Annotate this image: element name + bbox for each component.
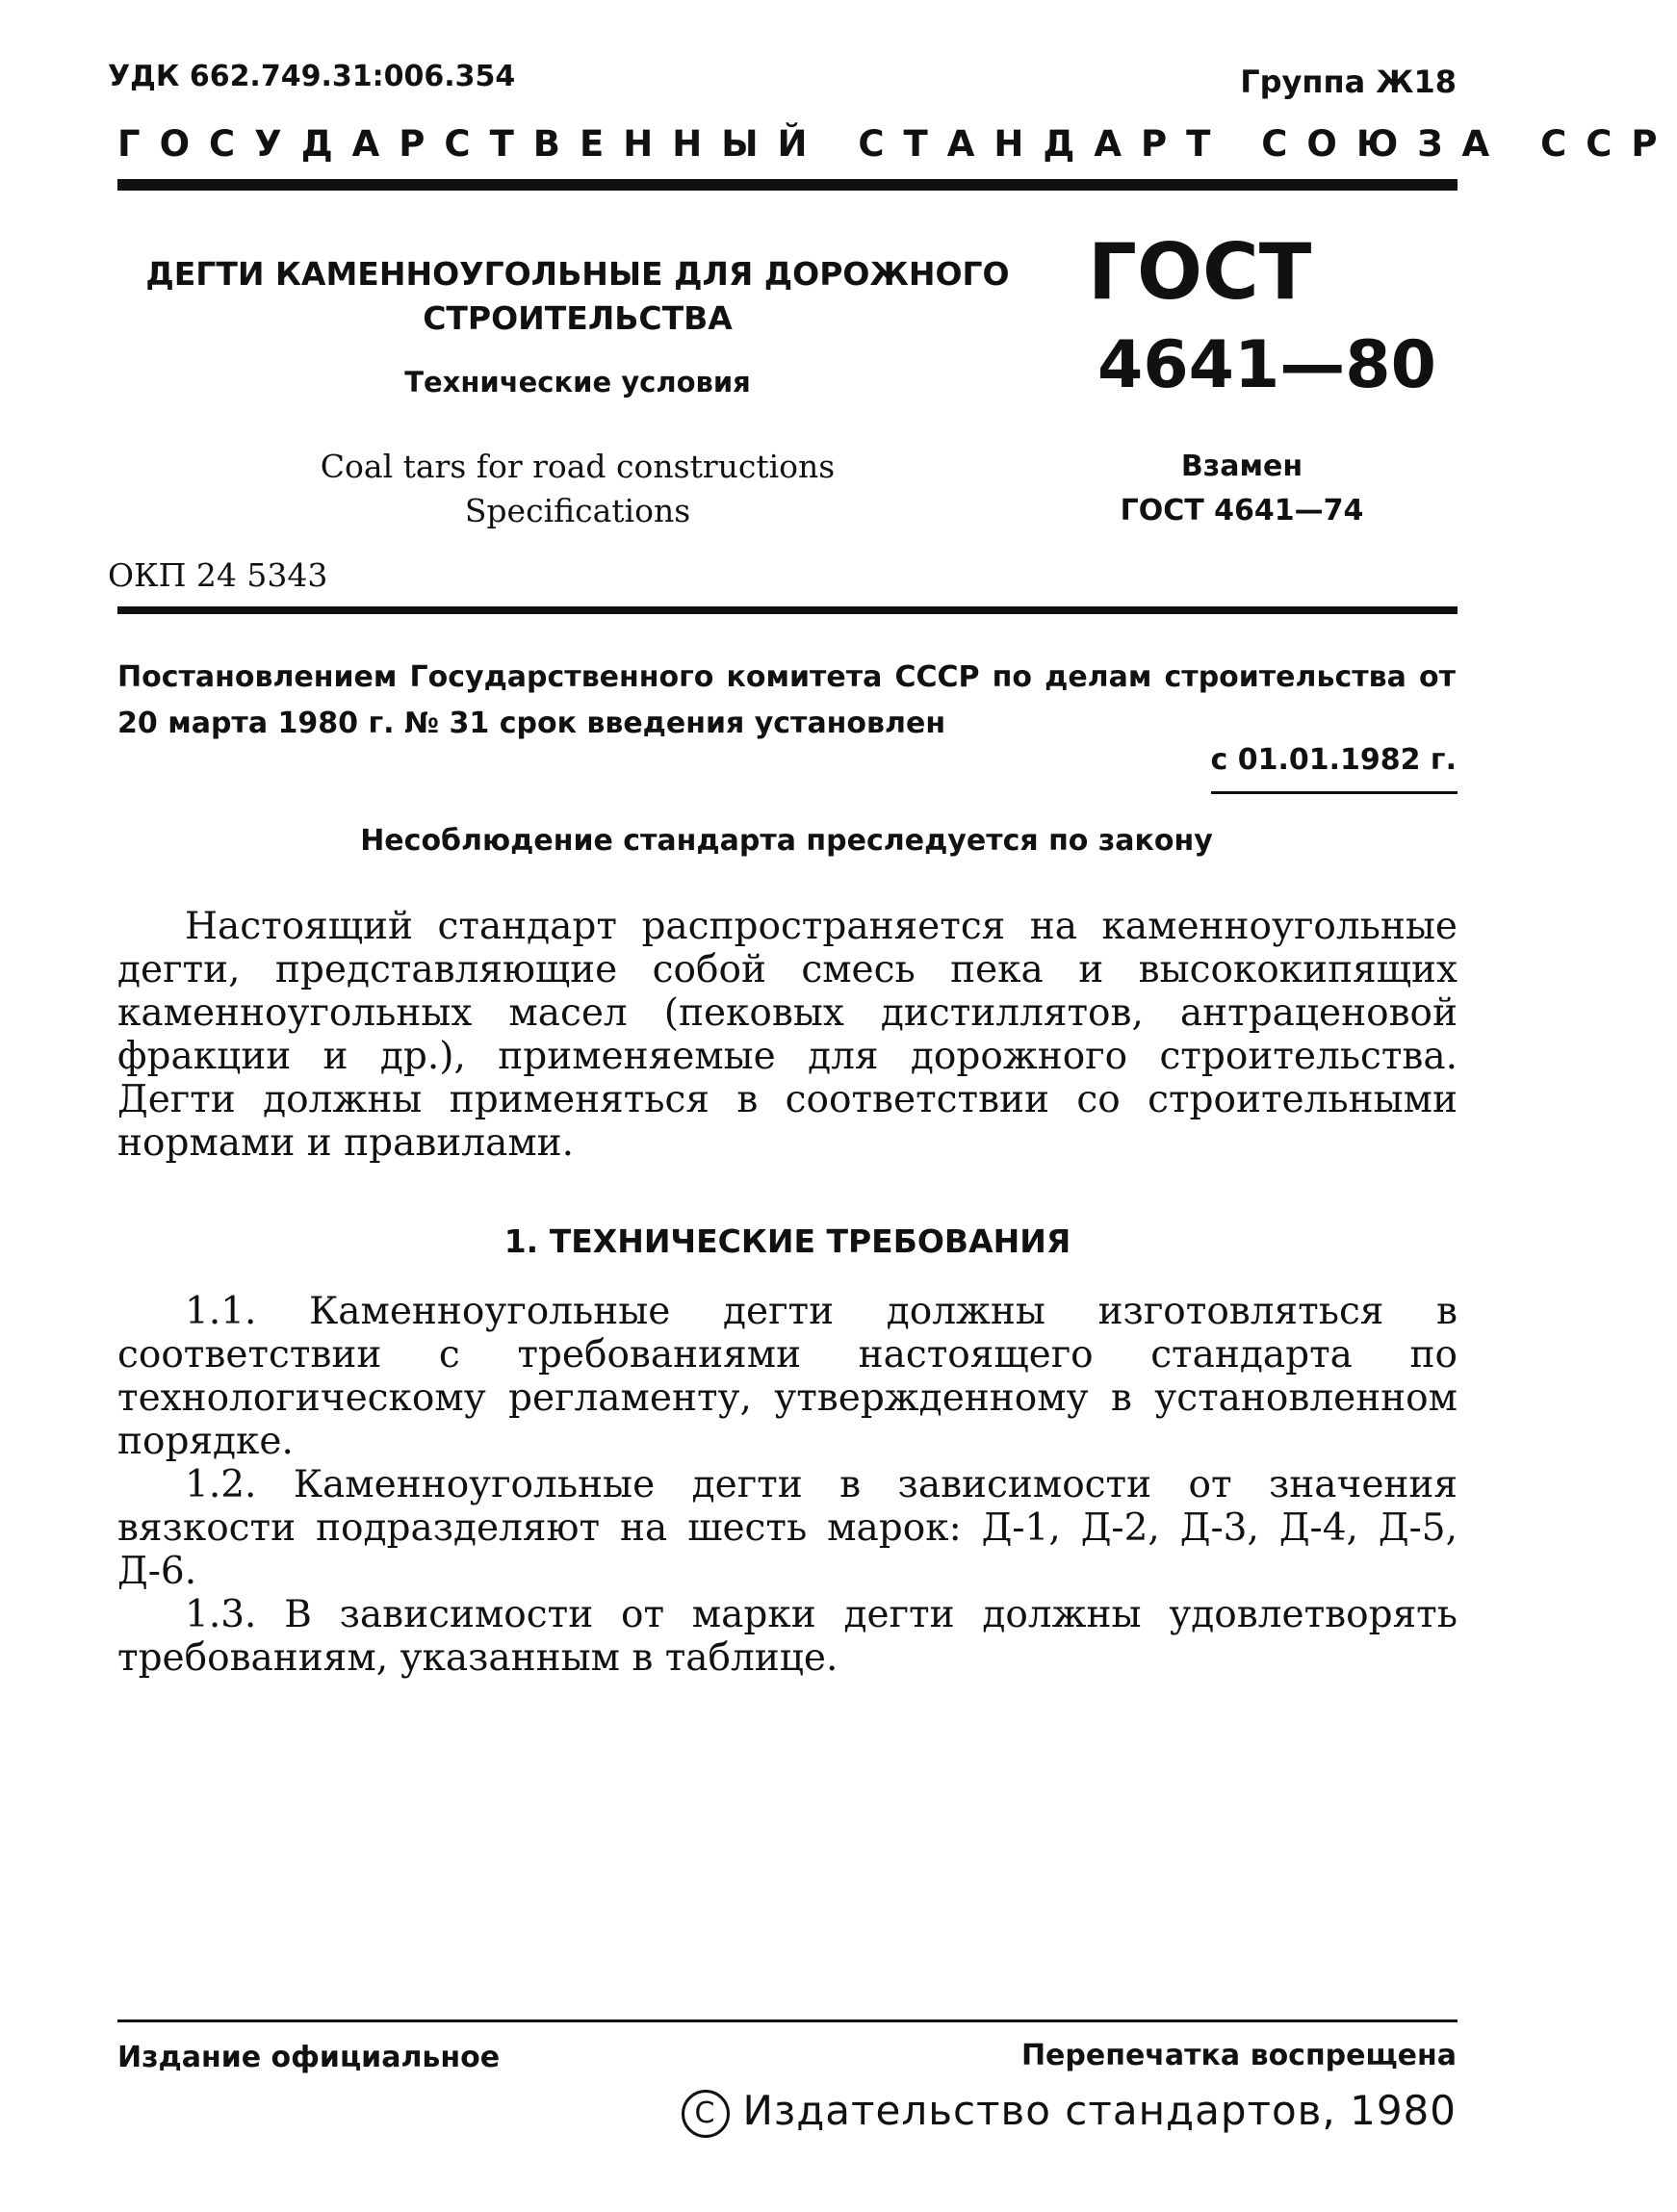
section-title: 1. ТЕХНИЧЕСКИЕ ТРЕБОВАНИЯ [503,1222,1071,1260]
replaces-standard: ГОСТ 4641—74 [1120,494,1364,527]
intro-text: Настоящий стандарт распространяется на каменноугольные дегти, представляющие собой смесь пека и высококипящих каменноугольных масел (пековых дистиллятов, антраценовой фракции и др.), применяемые для дорожного строительства. Дегти должны применяться в соответствии со строительными нормами и правилами. [117,905,1458,1165]
gost-number: 4641—80 [1097,327,1436,403]
document-subtitle: Технические условия [404,366,751,399]
replaces-label: Взамен [1180,450,1303,483]
title-divider [117,606,1458,614]
requirements-list [117,1290,1458,1680]
gost-label: ГОСТ [1088,227,1312,317]
official-edition: Издание официальное [117,2041,501,2074]
reprint-notice: Перепечатка воспрещена [1020,2039,1457,2072]
list-item: 1.2. Каменноугольные дегти в зависимости от значения вязкости подразделяют на шесть марок: Д-1, Д-2, Д-3, Д-4, Д-5, Д-6. [117,1463,1458,1593]
effective-date: с 01.01.1982 г. [1210,743,1457,777]
group-code: Группа Ж18 [1240,64,1457,100]
english-title [144,445,1011,533]
english-title-line-1: Coal tars for road constructions [320,448,836,485]
replaces-block [1059,445,1425,533]
udk-code: УДК 662.749.31:006.354 [108,60,516,93]
state-standard-heading: ГОСУДАРСТВЕННЫЙ СТАНДАРТ СОЮЗА ССР [117,123,1677,165]
header-divider [117,179,1458,191]
english-title-line-2: Specifications [464,492,691,529]
date-underline [1211,791,1458,794]
list-item: 1.1. Каменноугольные дегти должны изготовляться в соответствии с требованиями настоящего стандарта по технологическому регламенту, утвержденному в установленном порядке. [117,1290,1458,1463]
title-line-1: ДЕГТИ КАМЕННОУГОЛЬНЫЕ ДЛЯ ДОРОЖНОГО [145,255,1010,293]
okp-code: ОКП 24 5343 [108,556,328,594]
intro-paragraph [117,905,1458,1165]
document-title [144,252,1011,341]
publisher: Издательство стандартов, 1980 [742,2087,1457,2134]
legal-warning: Несоблюдение стандарта преследуется по закону [360,824,1213,858]
list-item: 1.3. В зависимости от марки дегти должны удовлетворять требованиям, указанным в таблице. [117,1593,1458,1680]
copyright-line [682,2087,1457,2138]
copyright-icon: C [682,2090,730,2138]
footer-divider [117,2019,1458,2022]
decree-text: Постановлением Государственного комитета СССР по делам строительства от 20 марта 1980 г. № 31 срок введения установлен [117,660,1456,740]
title-line-2: СТРОИТЕЛЬСТВА [423,299,733,337]
